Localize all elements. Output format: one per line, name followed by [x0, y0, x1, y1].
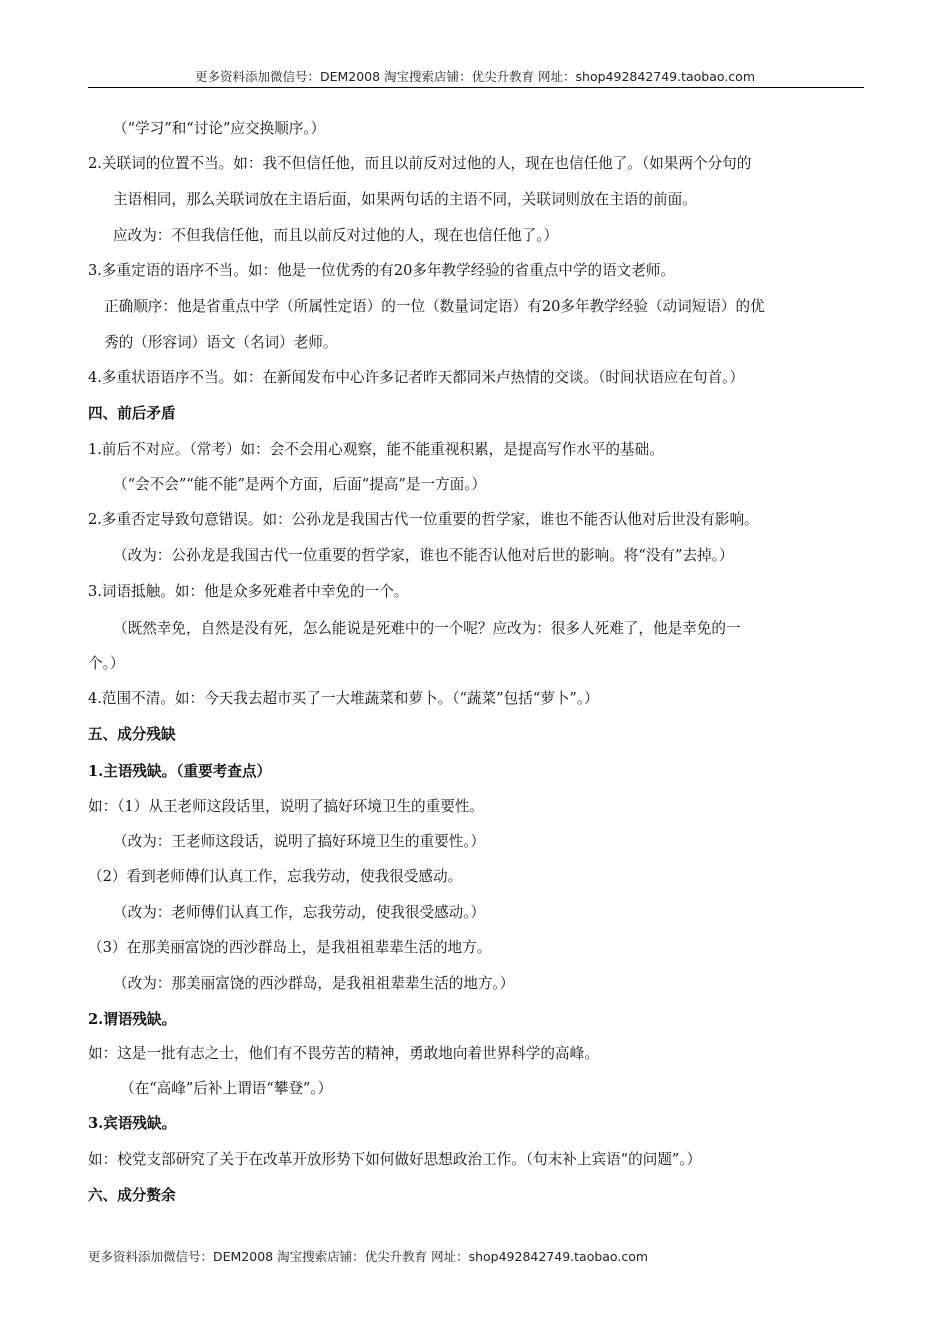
header-rule	[88, 87, 864, 88]
text-line: 4.范围不清。如：今天我去超市买了一大堆蔬菜和萝卜。（“蔬菜”包括“萝卜”。）	[88, 690, 599, 707]
text-line: 个。）	[88, 655, 125, 672]
text-line: （“学习”和“讨论”应交换顺序。）	[113, 120, 326, 137]
text-line: （在“高峰”后补上谓语“攀登”。）	[120, 1080, 333, 1097]
text-line: 3.词语抵触。如：他是众多死难者中幸免的一个。	[88, 583, 409, 600]
section-heading: 四、前后矛盾	[88, 405, 176, 422]
text-line: （改为：王老师这段话，说明了搞好环境卫生的重要性。）	[113, 833, 486, 850]
text-line: （既然幸免，自然是没有死，怎么能说是死难中的一个呢？应改为：很多人死难了，他是幸免的一	[113, 620, 741, 637]
text-line: 2.多重否定导致句意错误。如：公孙龙是我国古代一位重要的哲学家，谁也不能否认他对后世没有影响。	[88, 511, 759, 528]
text-line: 应改为：不但我信任他，而且以前反对过他的人，现在也信任他了。）	[113, 227, 559, 244]
text-line: （2）看到老师傅们认真工作，忘我劳动，使我很受感动。	[88, 868, 463, 885]
subsection-heading: 1.主语残缺。（重要考查点）	[88, 763, 272, 780]
text-line: （3）在那美丽富饶的西沙群岛上，是我祖祖辈辈生活的地方。	[88, 939, 492, 956]
text-line: 4.多重状语语序不当。如：在新闻发布中心许多记者昨天都同米卢热情的交谈。（时间状语应在句首。）	[88, 369, 745, 386]
text-line: （改为：公孙龙是我国古代一位重要的哲学家，谁也不能否认他对后世的影响。将“没有”去掉。）	[113, 547, 734, 564]
subsection-heading: 2.谓语残缺。	[88, 1011, 177, 1028]
text-line: 1.前后不对应。（常考）如：会不会用心观察，能不能重视积累，是提高写作水平的基础。	[88, 441, 664, 458]
page-footer: 更多资料添加微信号：DEM2008 淘宝搜索店铺：优尖升教育 网址：shop492842749.taobao.com	[88, 1249, 649, 1264]
page-header: 更多资料添加微信号：DEM2008 淘宝搜索店铺：优尖升教育 网址：shop492842749.taobao.com	[194, 69, 756, 84]
text-line: 如：校党支部研究了关于在改革开放形势下如何做好思想政治工作。（句末补上宾语“的问题”。）	[88, 1151, 702, 1168]
text-line: 3.多重定语的语序不当。如：他是一位优秀的有20多年教学经验的省重点中学的语文老师。	[88, 262, 676, 279]
text-line: 如：这是一批有志之士，他们有不畏劳苦的精神，勇敢地向着世界科学的高峰。	[88, 1045, 599, 1062]
text-line: 主语相同，那么关联词放在主语后面，如果两句话的主语不同，关联词则放在主语的前面。	[113, 191, 697, 208]
subsection-heading: 3.宾语残缺。	[88, 1115, 177, 1132]
text-line: 2.关联词的位置不当。如：我不但信任他，而且以前反对过他的人，现在也信任他了。（如果两个分句的	[88, 155, 752, 172]
section-heading: 五、成分残缺	[88, 726, 176, 743]
section-heading: 六、成分赘余	[88, 1187, 176, 1204]
text-line: （改为：老师傅们认真工作，忘我劳动，使我很受感动。）	[113, 904, 486, 921]
text-line: 正确顺序：他是省重点中学（所属性定语）的一位（数量词定语）有20多年教学经验（动词短语）的优	[104, 298, 765, 315]
text-line: 秀的（形容词）语文（名词）老师。	[104, 334, 338, 351]
text-line: （“会不会”“能不能”是两个方面，后面“提高”是一方面。）	[113, 476, 487, 493]
text-line: （改为：那美丽富饶的西沙群岛，是我祖祖辈辈生活的地方。）	[113, 975, 515, 992]
text-line: 如：（1）从王老师这段话里，说明了搞好环境卫生的重要性。	[88, 798, 485, 815]
